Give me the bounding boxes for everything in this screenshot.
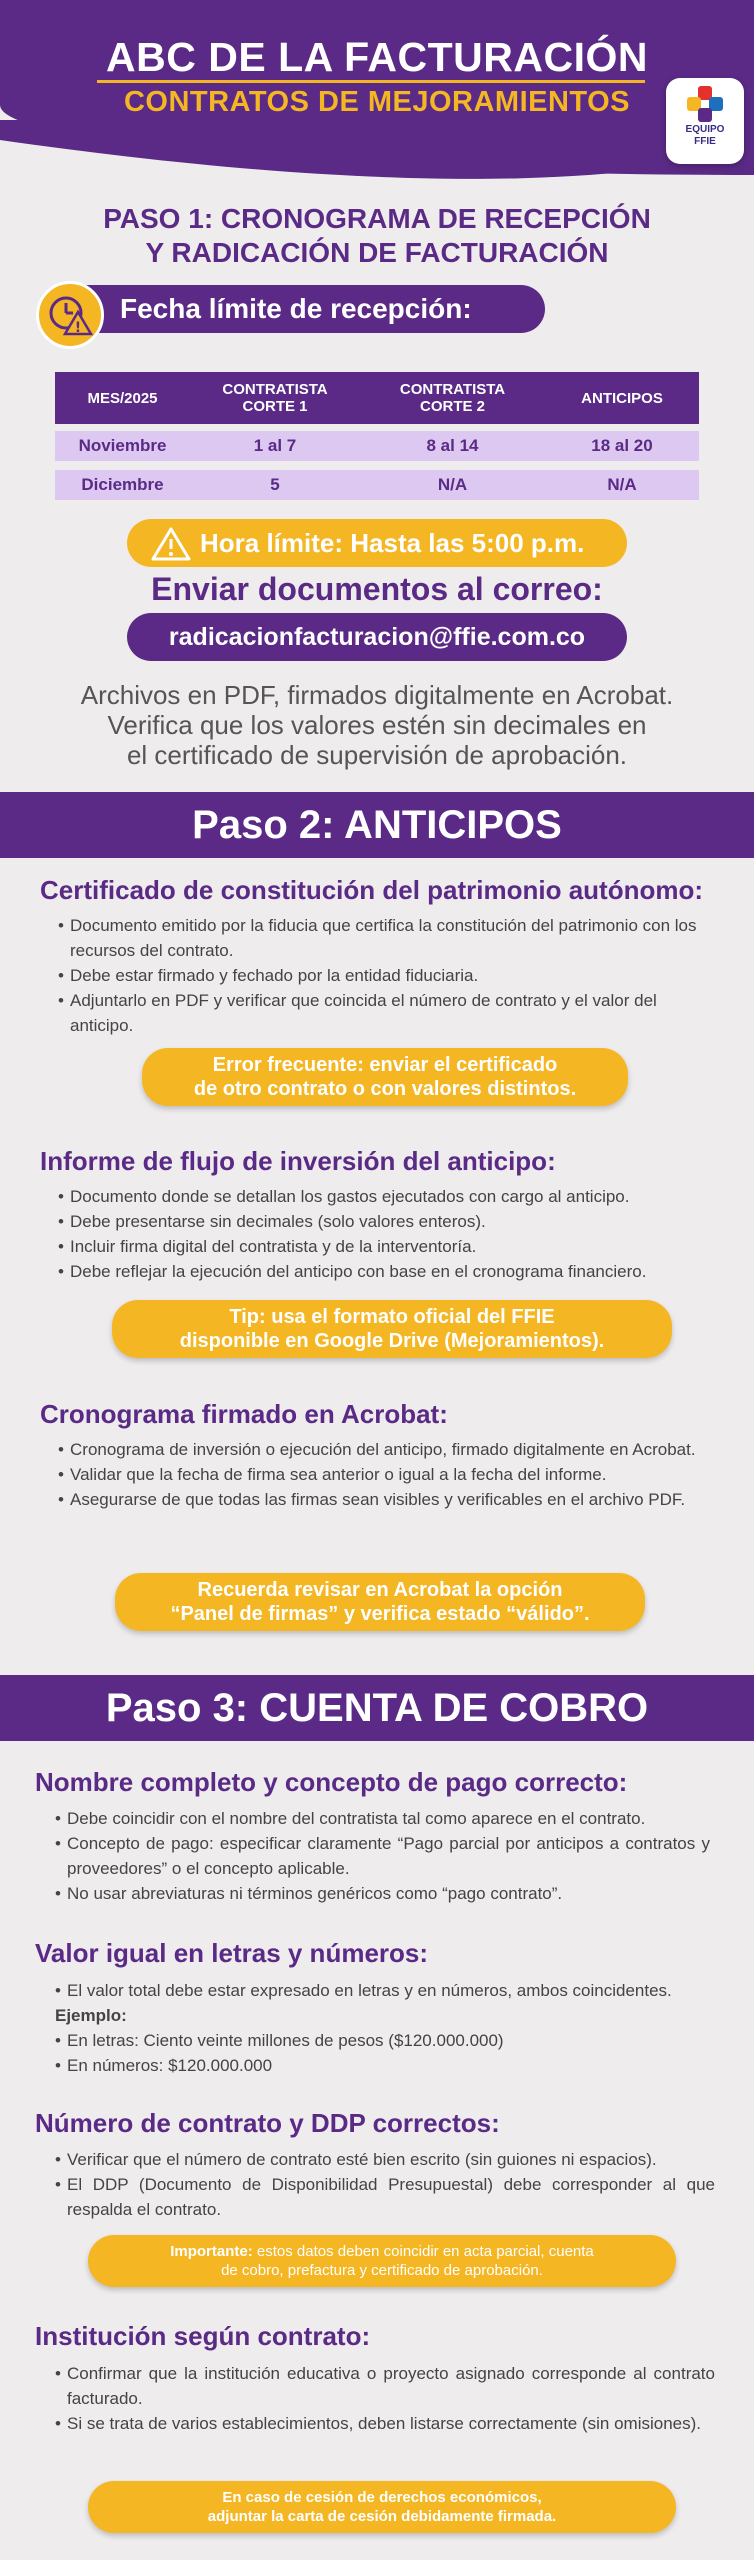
alarm-clock-icon: [36, 281, 104, 349]
example-label: Ejemplo:: [55, 2006, 127, 2025]
logo-text: EQUIPO FFIE: [685, 124, 725, 147]
bullet-list: [55, 1978, 735, 2078]
table-cell: 5: [270, 475, 280, 494]
list-item: • Debe presentarse sin decimales (solo valores enteros).: [58, 1209, 718, 1234]
col-header: ANTICIPOS: [581, 389, 663, 407]
list-item: • No usar abreviaturas ni términos genéricos como “pago contrato”.: [55, 1881, 710, 1906]
section-heading: Cronograma firmado en Acrobat:: [40, 1399, 448, 1429]
table-cell: 1 al 7: [253, 436, 297, 455]
note-line: de cobro, prefactura y certificado de aprobación.: [221, 2262, 543, 2279]
tip-note: [112, 1300, 672, 1358]
table-row: [55, 431, 699, 461]
list-item: • En letras: Ciento veinte millones de pesos ($120.000.000): [55, 2028, 735, 2053]
header-wave: [0, 120, 754, 190]
svg-text:!: !: [74, 320, 82, 336]
table-cell: 8 al 14: [426, 436, 479, 455]
files-note: [0, 680, 754, 770]
table-cell: Diciembre: [81, 475, 164, 494]
cession-note: [88, 2481, 676, 2533]
step2-banner: Paso 2: ANTICIPOS: [0, 792, 754, 858]
section-heading: Número de contrato y DDP correctos:: [35, 2108, 500, 2138]
table-cell: Noviembre: [78, 436, 167, 455]
logo-mark-icon: [687, 86, 723, 122]
bullet-list: [58, 1437, 718, 1512]
list-item: • Confirmar que la institución educativa o proyecto asignado corresponde al contrato facturado.: [55, 2361, 715, 2411]
list-item: • El valor total debe estar expresado en letras y en números, ambos coincidentes.: [55, 1978, 735, 2003]
list-item: • Cronograma de inversión o ejecución del anticipo, firmado digitalmente en Acrobat.: [58, 1437, 718, 1462]
list-item: • Documento emitido por la fiducia que certifica la constitución del patrimonio con los recursos del contrato.: [58, 913, 718, 963]
step1-title-line1: PASO 1: CRONOGRAMA DE RECEPCIÓN: [103, 203, 651, 234]
bullet-list: [55, 2147, 715, 2222]
bullet-list: [55, 2361, 715, 2436]
list-item: • Asegurarse de que todas las firmas sean visibles y verificables en el archivo PDF.: [58, 1487, 718, 1512]
schedule-table-header: [55, 372, 699, 424]
list-item: • El DDP (Documento de Disponibilidad Presupuestal) debe corresponder al que respalda el contrato.: [55, 2172, 715, 2222]
step1-title-line2: Y RADICACIÓN DE FACTURACIÓN: [145, 237, 609, 268]
bullet-list: [58, 913, 718, 1038]
table-cell: 18 al 20: [591, 436, 653, 455]
table-cell: N/A: [437, 475, 468, 494]
note-line: estos datos deben coincidir en acta parcial, cuenta: [252, 2243, 594, 2260]
section-heading: Nombre completo y concepto de pago correcto:: [35, 1767, 628, 1797]
page-subtitle: CONTRATOS DE MEJORAMIENTOS: [123, 86, 631, 118]
bullet-list: [55, 1806, 710, 1906]
note-line: disponible en Google Drive (Mejoramientos).: [179, 1330, 605, 1352]
files-note-line: Archivos en PDF, firmados digitalmente en Acrobat.: [80, 680, 674, 710]
list-item: • Si se trata de varios establecimientos, deben listarse correctamente (sin omisiones).: [55, 2411, 715, 2436]
list-item: • Documento donde se detallan los gastos ejecutados con cargo al anticipo.: [58, 1184, 718, 1209]
page-title: ABC DE LA FACTURACIÓN: [106, 34, 648, 80]
table-row: [55, 470, 699, 500]
hour-limit-text: Hora límite: Hasta las 5:00 p.m.: [200, 528, 585, 558]
note-line: Tip: usa el formato oficial del FFIE: [229, 1306, 555, 1328]
note-line: de otro contrato o con valores distintos.: [193, 1078, 577, 1100]
note-line: “Panel de firmas” y verifica estado “válido”.: [170, 1603, 590, 1625]
list-item: • Verificar que el número de contrato esté bien escrito (sin guiones ni espacios).: [55, 2147, 715, 2172]
deadline-pill: [40, 285, 545, 333]
warning-icon: [151, 527, 191, 561]
important-label: Importante:: [170, 2243, 253, 2260]
email-link[interactable]: radicacionfacturacion@ffie.com.co: [127, 613, 627, 661]
list-item: • Adjuntarlo en PDF y verificar que coincida el número de contrato y el valor del anticipo.: [58, 988, 718, 1038]
step3-banner: Paso 3: CUENTA DE COBRO: [0, 1675, 754, 1741]
section-heading: Institución según contrato:: [35, 2321, 371, 2351]
reminder-note: [115, 1573, 645, 1631]
list-item: • Incluir firma digital del contratista y de la interventoría.: [58, 1234, 718, 1259]
section-heading: Informe de flujo de inversión del anticipo:: [40, 1146, 556, 1176]
note-line: En caso de cesión de derechos económicos,: [222, 2489, 542, 2506]
bullet-list: [58, 1184, 718, 1284]
col-header: CONTRATISTA CORTE 2: [399, 381, 506, 415]
list-item: • En números: $120.000.000: [55, 2053, 735, 2078]
table-cell: N/A: [607, 475, 637, 494]
list-item: • Concepto de pago: especificar claramente “Pago parcial por anticipos a contratos y proveedores” o el concepto aplicable.: [55, 1831, 710, 1881]
title-underline: [97, 80, 645, 83]
note-line: Recuerda revisar en Acrobat la opción: [197, 1579, 563, 1601]
list-item: • Debe reflejar la ejecución del anticipo con base en el cronograma financiero.: [58, 1259, 718, 1284]
section-heading: Certificado de constitución del patrimonio autónomo:: [40, 875, 704, 905]
col-header: CONTRATISTA CORTE 1: [222, 381, 328, 415]
section-heading: Valor igual en letras y números:: [35, 1938, 429, 1968]
deadline-label: Fecha límite de recepción:: [120, 293, 472, 324]
list-item: • Debe estar firmado y fechado por la entidad fiduciaria.: [58, 963, 718, 988]
important-note: [88, 2235, 676, 2287]
ffie-logo: [666, 78, 744, 164]
files-note-line: el certificado de supervisión de aprobación.: [126, 740, 628, 770]
note-line: Error frecuente: enviar el certificado: [212, 1054, 558, 1076]
list-item: • Validar que la fecha de firma sea anterior o igual a la fecha del informe.: [58, 1462, 718, 1487]
frequent-error-note: [142, 1048, 628, 1106]
hour-limit-pill: [127, 519, 627, 567]
note-line: adjuntar la carta de cesión debidamente firmada.: [207, 2508, 557, 2525]
send-docs-heading: Enviar documentos al correo:: [151, 571, 603, 607]
list-item: • Debe coincidir con el nombre del contratista tal como aparece en el contrato.: [55, 1806, 710, 1831]
files-note-line: Verifica que los valores estén sin decimales en: [107, 710, 647, 740]
col-header: MES/2025: [87, 389, 158, 407]
step1-title: [0, 202, 754, 270]
